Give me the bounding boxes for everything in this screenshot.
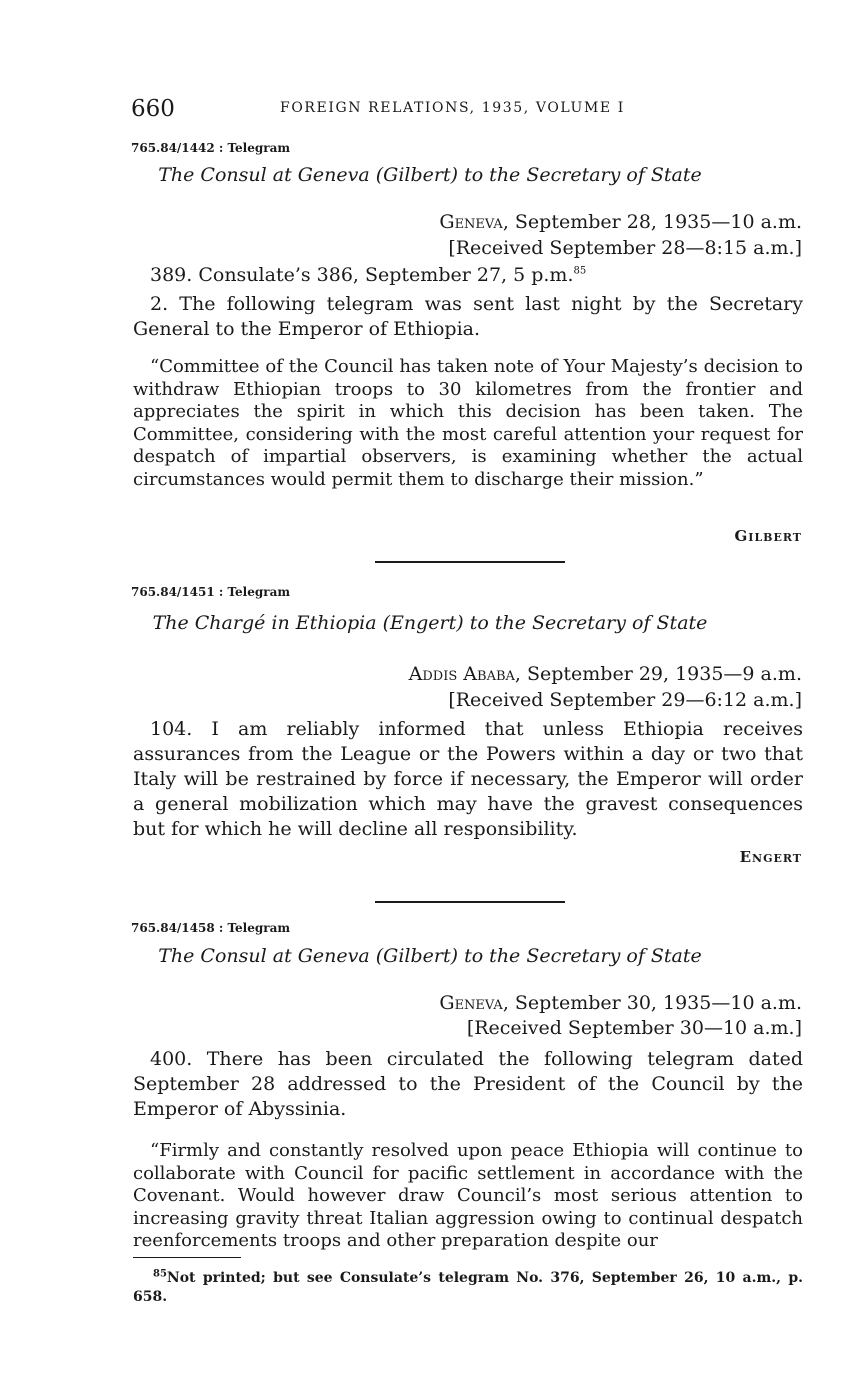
document-title: The Consul at Geneva (Gilbert) to the Secretary of State — [158, 945, 702, 967]
document-id: 765.84/1442 : Telegram — [131, 141, 291, 155]
dateline-place: Addis Ababa, — [408, 663, 521, 685]
section-divider — [375, 901, 565, 903]
paragraph — [150, 264, 586, 286]
document-title: The Consul at Geneva (Gilbert) to the Secretary of State — [158, 164, 702, 186]
paragraph: 2. The following telegram was sent last night by the Secretary General to the Emperor of Ethiopia. — [133, 293, 803, 340]
document-id: 765.84/1451 : Telegram — [131, 585, 291, 599]
footnote — [133, 1269, 803, 1307]
section-divider — [375, 561, 565, 563]
dateline-date: September 29, 1935—9 a.m. — [520, 663, 802, 685]
quoted-telegram: “Committee of the Council has taken note of Your Majesty’s decision to withdraw Ethiopian troops to 30 kilometres from the frontier and appreciates the spirit in which this decision has been taken. The Committee, considering with the most careful attention your request for despatch of impartial observers, is examining whether the actual circumstances would permit them to discharge their mission.” — [133, 356, 803, 490]
footnote-text: Not printed; but see Consulate’s telegram No. 376, September 26, 10 a.m., p. 658. — [133, 1270, 803, 1305]
footnote-marker: 85 — [153, 1268, 167, 1280]
paragraph-text: 389. Consulate’s 386, September 27, 5 p.m. — [150, 264, 574, 286]
paragraph: 104. I am reliably informed that unless Ethiopia receives assurances from the League or the Powers within a day or two that Italy will be restrained by force if necessary, the Emperor will order a general mobilization which may have the gravest consequences but for which he will decline all responsibility. — [133, 718, 803, 840]
paragraph: 400. There has been circulated the following telegram dated September 28 addressed to the President of the Council by the Emperor of Abyssinia. — [133, 1048, 803, 1120]
dateline-date: September 28, 1935—10 a.m. — [508, 211, 802, 233]
signature: Gilbert — [734, 527, 802, 545]
footnote-ref: 85 — [573, 265, 587, 277]
dateline-place: Geneva, — [439, 992, 509, 1014]
footnote-rule — [133, 1257, 241, 1258]
dateline — [439, 992, 802, 1014]
quoted-telegram: “Firmly and constantly resolved upon peace Ethiopia will continue to collaborate with Council for pacific settlement in accordance with the Covenant. Would however draw Council’s most serious attention to increasing gravity threat Italian aggression owing to continual despatch reenforcements troops and other preparation despite our — [133, 1140, 803, 1251]
document-id: 765.84/1458 : Telegram — [131, 921, 291, 935]
received-line: [Received September 29—6:12 a.m.] — [448, 689, 802, 711]
dateline — [409, 663, 802, 685]
dateline-place: Geneva, — [439, 211, 509, 233]
page-number: 660 — [131, 96, 175, 122]
received-line: [Received September 30—10 a.m.] — [466, 1017, 802, 1039]
signature: Engert — [739, 848, 802, 866]
running-title: FOREIGN RELATIONS, 1935, VOLUME I — [280, 100, 625, 116]
document-title: The Chargé in Ethiopia (Engert) to the Secretary of State — [152, 612, 708, 634]
dateline-date: September 30, 1935—10 a.m. — [508, 992, 802, 1014]
received-line: [Received September 28—8:15 a.m.] — [448, 237, 802, 259]
dateline — [439, 211, 802, 233]
